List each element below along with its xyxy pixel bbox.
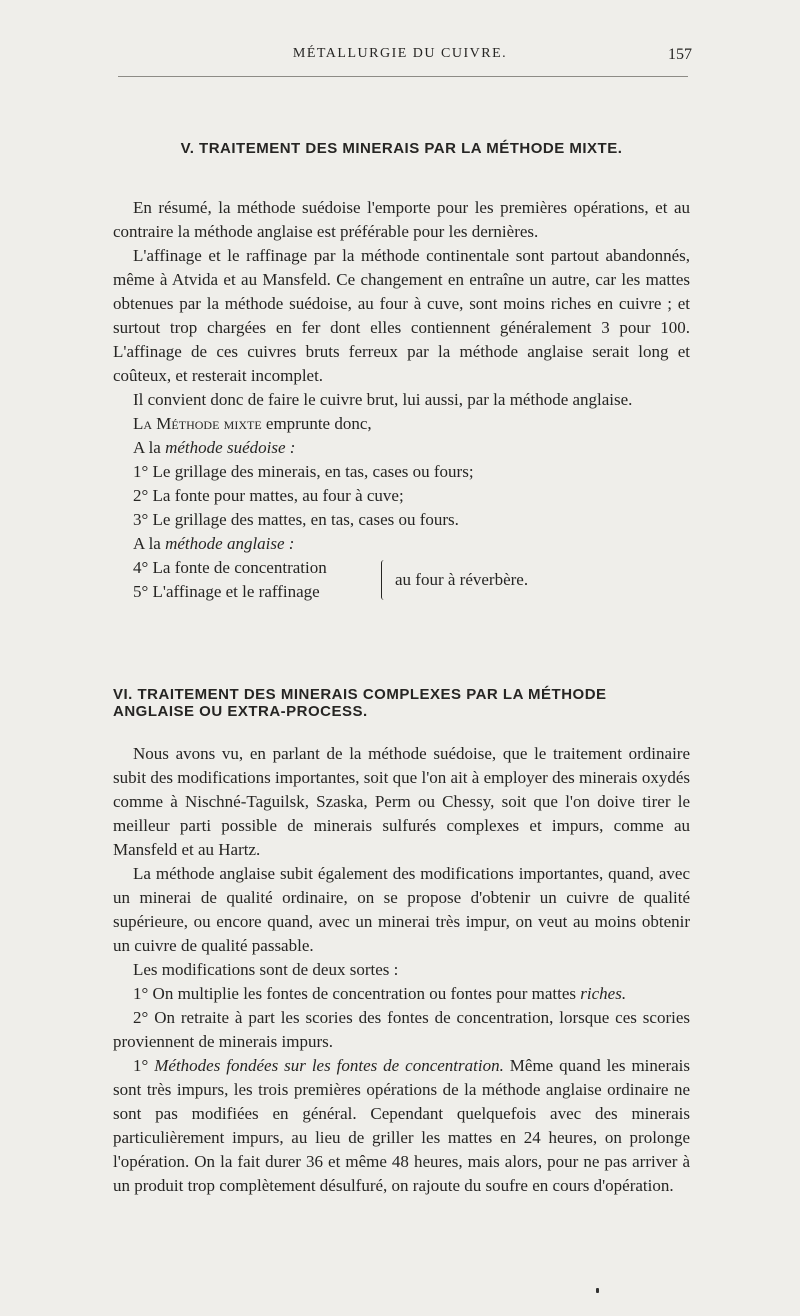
italic-term: méthode anglaise : [165,534,295,553]
text-run: A la [133,438,166,457]
section-5-heading: V. TRAITEMENT DES MINERAIS PAR LA MÉTHODE MIXTE. [180,140,623,157]
section-6-body [113,742,690,1198]
paragraph: Les modifications sont de deux sortes : [133,960,399,979]
small-caps-term: La Méthode mixte [133,414,262,433]
list-item: 4° La fonte de concentration [133,558,327,577]
text-run: emprunte donc, [261,414,372,433]
section-5-body [113,196,690,604]
section-6-heading: VI. TRAITEMENT DES MINERAIS COMPLEXES PAR LA MÉTHODE ANGLAISE OU EXTRA-PROCESS. [113,686,607,720]
bracket-items [133,556,327,604]
page-number: 157 [668,46,692,63]
english-method-line [113,532,690,556]
bracket-note: au four à réverbère. [395,570,529,589]
paragraph: L'affinage et le raffinage par la méthode continentale sont partout abandonnés, même à Atvida et au Mansfeld. Ce changement en entraîne un autre, car les mattes obtenues par la méthode suédoise, au four à cuve, sont moins riches en cuivre ; et surtout trop chargées en fer dont elles contiennent généralement 3 pour 100. L'affinage de ces cuivres bruts ferreux par la méthode anglaise serait long et coûteux, et resterait incomplet. [113,246,690,385]
running-title: MÉTALLURGIE DU CUIVRE. [292,46,508,61]
italic-term: riches. [580,984,627,1003]
paragraph: Il convient donc de faire le cuivre brut, lui aussi, par la méthode anglaise. [133,390,633,409]
mixed-method-line [113,412,690,436]
text-run: 1° [133,1056,155,1075]
list-item: 5° L'affinage et le raffinage [133,582,320,601]
paragraph [113,982,690,1006]
swedish-method-line [113,436,690,460]
paragraph [113,1054,690,1198]
list-item: 1° Le grillage des minerais, en tas, cases ou fours; [133,462,474,481]
text-run: Même quand les minerais sont très impurs, les trois premières opérations de la méthode anglaise ordinaire ne sont pas modifiées en général. Cependant quelquefois avec des minerais particulièrement impurs, au lieu de griller les mattes en 24 heures, on prolonge l'opération. On la fait durer 36 et même 48 heures, mais alors, pour ne pas arriver à un produit trop complètement désulfuré, on rajoute du soufre en cours d'opération. [113,1056,690,1195]
paragraph: Nous avons vu, en parlant de la méthode suédoise, que le traitement ordinaire subit des modifications importantes, soit que l'on ait à employer des minerais oxydés comme à Nischné-Taguilsk, Szaska, Perm ou Chessy, soit que l'on doive tirer le meilleur parti possible de minerais sulfurés complexes et impurs, comme au Mansfeld et au Hartz. [113,744,690,859]
list-item: 3° Le grillage des mattes, en tas, cases ou fours. [133,510,459,529]
bracketed-items [113,556,690,604]
ink-speck [596,1288,599,1293]
paragraph: La méthode anglaise subit également des modifications importantes, quand, avec un minerai de qualité ordinaire, on se propose d'obtenir un cuivre de qualité supérieure, ou encore quand, avec un minerai très impur, on veut au moins obtenir un cuivre de qualité passable. [113,864,690,955]
italic-term: Méthodes fondées sur les fontes de concentration. [154,1056,504,1075]
text-run: 1° On multiplie les fontes de concentration ou fontes pour mattes [133,984,581,1003]
paragraph: En résumé, la méthode suédoise l'emporte pour les premières opérations, et au contraire la méthode anglaise est préférable pour les dernières. [113,198,690,241]
header-rule [118,76,688,77]
paragraph: 2° On retraite à part les scories des fontes de concentration, lorsque ces scories proviennent de minerais impurs. [113,1008,690,1051]
list-item: 2° La fonte pour mattes, au four à cuve; [133,486,404,505]
brace [381,560,388,600]
text-run: A la [133,534,166,553]
italic-term: méthode suédoise : [165,438,296,457]
